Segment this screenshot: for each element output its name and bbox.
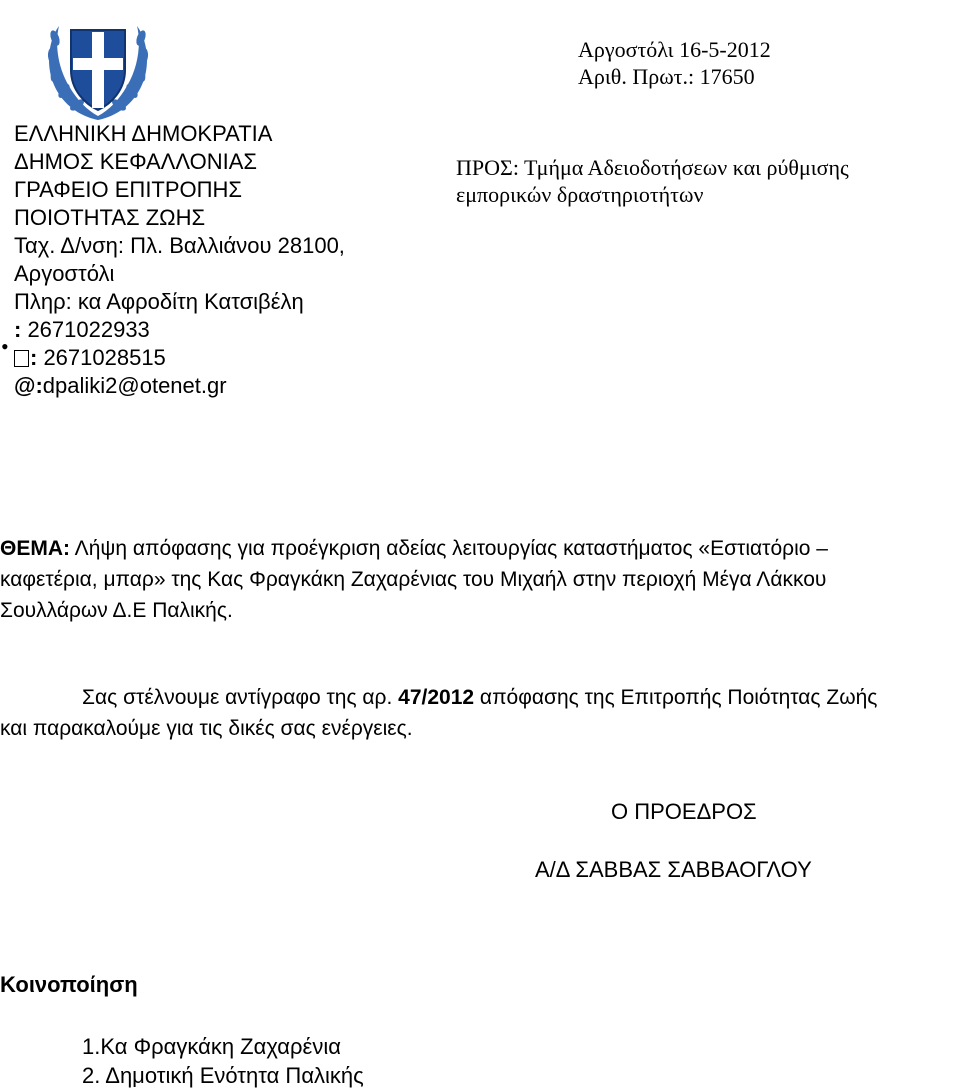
subject-block (0, 533, 960, 626)
sender-block (14, 120, 345, 400)
subject-text1: Λήψη απόφασης για προέγκριση αδείας λειτουργίας καταστήματος «Εστιατόριο – (70, 537, 828, 560)
coat-of-arms-emblem (39, 8, 157, 126)
recipient-line2: εμπορικών δραστηριοτήτων (456, 182, 704, 207)
subject-line3: Σουλλάρων Δ.Ε Παλικής. (0, 599, 233, 622)
decision-number: 47/2012 (398, 686, 475, 709)
cc-heading-text: Κοινοποίηση (0, 972, 138, 997)
fax-line (14, 344, 345, 372)
phone-number: 2671022933 (21, 317, 150, 342)
fax-number: 2671028515 (37, 345, 166, 370)
cc-heading (0, 971, 138, 998)
phone-line (14, 316, 345, 344)
sender-city: Αργοστόλι (14, 261, 115, 286)
cc-item-2: 2. Δημοτική Ενότητα Παλικής (82, 1063, 364, 1088)
phone-label: : (14, 317, 22, 342)
body-paragraph (0, 682, 877, 744)
body-line2: και παρακαλούμε για τις δικές σας ενέργειες. (0, 717, 413, 740)
place-date: Αργοστόλι 16-5-2012 (578, 37, 771, 62)
sender-committee: ΠΟΙΟΤΗΤΑΣ ΖΩΗΣ (14, 205, 206, 230)
sender-municipality: ΔΗΜΟΣ ΚΕΦΑΛΛΟΝΙΑΣ (14, 149, 257, 174)
protocol-number: Αριθ. Πρωτ.: 17650 (578, 64, 755, 89)
signature-title: Ο ΠΡΟΕΔΡΟΣ (611, 799, 757, 824)
cc-item-1: 1.Κα Φραγκάκη Ζαχαρένια (82, 1034, 341, 1059)
sender-country: ΕΛΛΗΝΙΚΗ ΔΗΜΟΚΡΑΤΙΑ (14, 121, 273, 146)
email-label: @: (14, 373, 43, 398)
sender-office: ΓΡΑΦΕΙΟ ΕΠΙΤΡΟΠΗΣ (14, 177, 243, 202)
email-line (14, 372, 345, 400)
subject-line1 (0, 533, 960, 564)
date-protocol-block (578, 36, 771, 90)
cc-list (82, 1033, 364, 1091)
body-line1-post: απόφασης της Επιτροπής Ποιότητας Ζωής (474, 686, 878, 709)
contact-person: Πληρ: κα Αφροδίτη Κατσιβέλη (14, 289, 304, 314)
subject-line2: καφετέρια, μπαρ» της Κας Φραγκάκη Ζαχαρένιας του Μιχαήλ στην περιοχή Μέγα Λάκκου (0, 568, 827, 591)
recipient-block (456, 154, 849, 208)
signature-name: Α/Δ ΣΑΒΒΑΣ ΣΑΒΒΑΟΓΛΟΥ (535, 857, 812, 882)
recipient-line1: ΠΡΟΣ: Τμήμα Αδειοδοτήσεων και ρύθμισης (456, 155, 849, 180)
subject-label: ΘΕΜΑ: (0, 537, 70, 560)
fax-icon (14, 350, 29, 367)
email-address[interactable]: dpaliki2@otenet.gr (42, 373, 227, 398)
sender-address: Ταχ. Δ/νση: Πλ. Βαλλιάνου 28100, (14, 233, 345, 258)
body-line1 (0, 682, 877, 713)
body-line1-pre: Σας στέλνουμε αντίγραφο της αρ. (82, 686, 399, 709)
phone-bullet-icon: • (1, 334, 9, 359)
greek-coat-of-arms-icon (39, 8, 157, 126)
fax-label: : (30, 345, 38, 370)
